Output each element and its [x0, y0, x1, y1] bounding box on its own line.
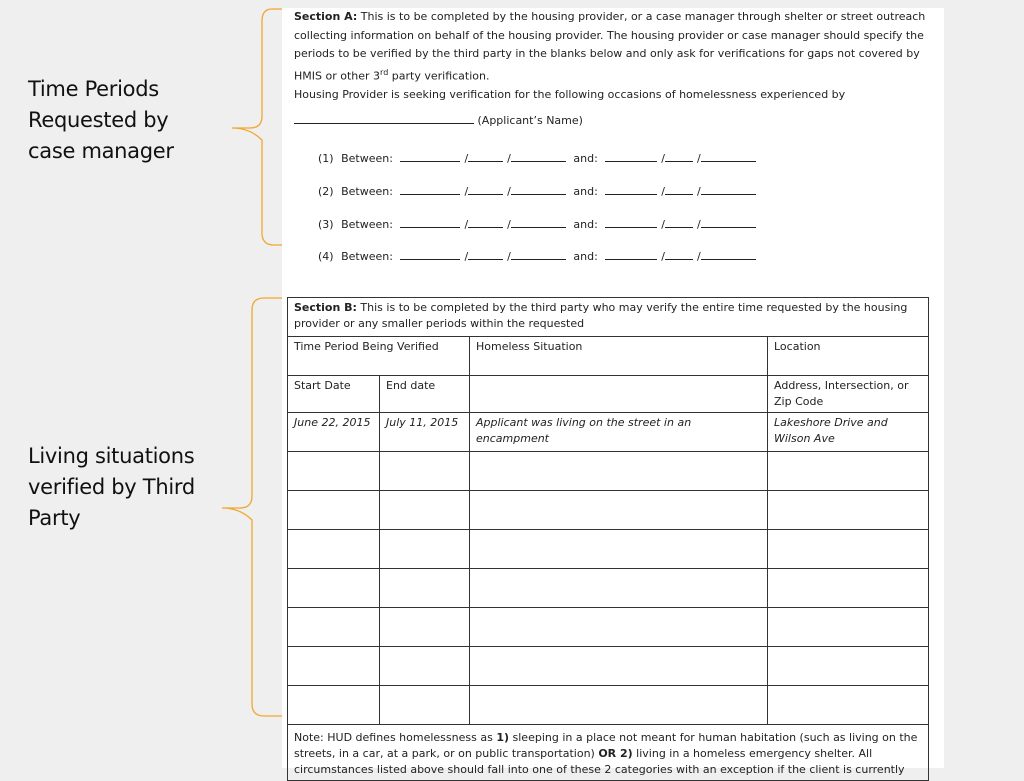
example-row [288, 413, 929, 452]
empty-cell[interactable] [470, 530, 768, 569]
header-time-period: Time Period Being Verified [288, 337, 470, 376]
empty-cell[interactable] [288, 491, 380, 530]
verification-form-page [282, 8, 944, 776]
section-a-label: Section A: [294, 10, 358, 23]
callout-living-situations: Living situations verified by Third Party [28, 444, 195, 530]
subheader-row [288, 376, 929, 413]
note-row [288, 725, 929, 781]
empty-cell[interactable] [768, 569, 929, 608]
table-row [288, 452, 929, 491]
table-row [288, 491, 929, 530]
empty-cell[interactable] [380, 491, 470, 530]
section-a-intro: Section A: This is to be completed by the housing provider, or a case manager through shelter or street outreach collecting information on behalf of the housing provider. The housing provider or case manager should specify the periods to be verified by the third party in the blanks below and only ask for verifications for gaps not covered by HMIS or other 3rd party verification. [294, 10, 926, 83]
empty-cell[interactable] [768, 491, 929, 530]
empty-cell[interactable] [380, 647, 470, 686]
section-a [294, 8, 934, 131]
section-b-intro-row [288, 298, 929, 337]
empty-cell[interactable] [768, 452, 929, 491]
table-row [288, 608, 929, 647]
period-row-3: (3) Between: / / and: / / [318, 216, 760, 231]
bracket-connectors [0, 0, 290, 768]
empty-cell[interactable] [768, 608, 929, 647]
applicant-name-blank[interactable] [294, 112, 474, 124]
seeking-text: Housing Provider is seeking verification for the following occasions of homelessness experienced by [294, 87, 846, 101]
applicant-name-line: (Applicant’s Name) [294, 112, 934, 131]
header-location: Location [768, 337, 929, 376]
subheader-start-date: Start Date [288, 376, 380, 413]
empty-cell[interactable] [380, 686, 470, 725]
example-location: Lakeshore Drive and Wilson Ave [768, 413, 929, 452]
empty-cell[interactable] [380, 530, 470, 569]
header-row [288, 337, 929, 376]
table-row [288, 686, 929, 725]
empty-cell[interactable] [380, 608, 470, 647]
subheader-blank [470, 376, 768, 413]
empty-cell[interactable] [470, 608, 768, 647]
table-row [288, 569, 929, 608]
table-row [288, 530, 929, 569]
empty-cell[interactable] [288, 608, 380, 647]
subheader-end-date: End date [380, 376, 470, 413]
example-start-date: June 22, 2015 [288, 413, 380, 452]
example-situation: Applicant was living on the street in an encampment [470, 413, 768, 452]
empty-cell[interactable] [288, 647, 380, 686]
empty-cell[interactable] [380, 452, 470, 491]
period-row-1: (1) Between: / / and: / / [318, 150, 760, 165]
empty-cell[interactable] [470, 569, 768, 608]
empty-cell[interactable] [380, 569, 470, 608]
period-row-2: (2) Between: / / and: / / [318, 183, 760, 198]
note-text: Note: HUD defines homelessness as 1) sleeping in a place not meant for human habitation (such as living on the streets, in a car, at a park, or on public transportation) OR 2) living in a homeless emergency shelter. All circumstances listed above should fall into one of these 2 categories with an exception if the client is currently [288, 725, 929, 781]
empty-cell[interactable] [288, 452, 380, 491]
empty-cell[interactable] [288, 530, 380, 569]
section-b-intro: Section B: This is to be completed by the third party who may verify the entire time requested by the housing provider or any smaller periods within the requested [288, 298, 929, 337]
empty-cell[interactable] [288, 686, 380, 725]
empty-cell[interactable] [470, 452, 768, 491]
table-row [288, 647, 929, 686]
header-homeless-situation: Homeless Situation [470, 337, 768, 376]
empty-cell[interactable] [768, 647, 929, 686]
empty-cell[interactable] [768, 530, 929, 569]
brace-section-b [222, 298, 284, 716]
empty-cell[interactable] [470, 491, 768, 530]
empty-cell[interactable] [768, 686, 929, 725]
section-b-table [287, 297, 929, 781]
empty-cell[interactable] [470, 647, 768, 686]
callout-time-periods: Time Periods Requested by case manager [28, 77, 174, 163]
example-end-date: July 11, 2015 [380, 413, 470, 452]
empty-cell[interactable] [288, 569, 380, 608]
period-row-4: (4) Between: / / and: / / [318, 248, 760, 263]
subheader-location-detail: Address, Intersection, or Zip Code [768, 376, 929, 413]
empty-cell[interactable] [470, 686, 768, 725]
